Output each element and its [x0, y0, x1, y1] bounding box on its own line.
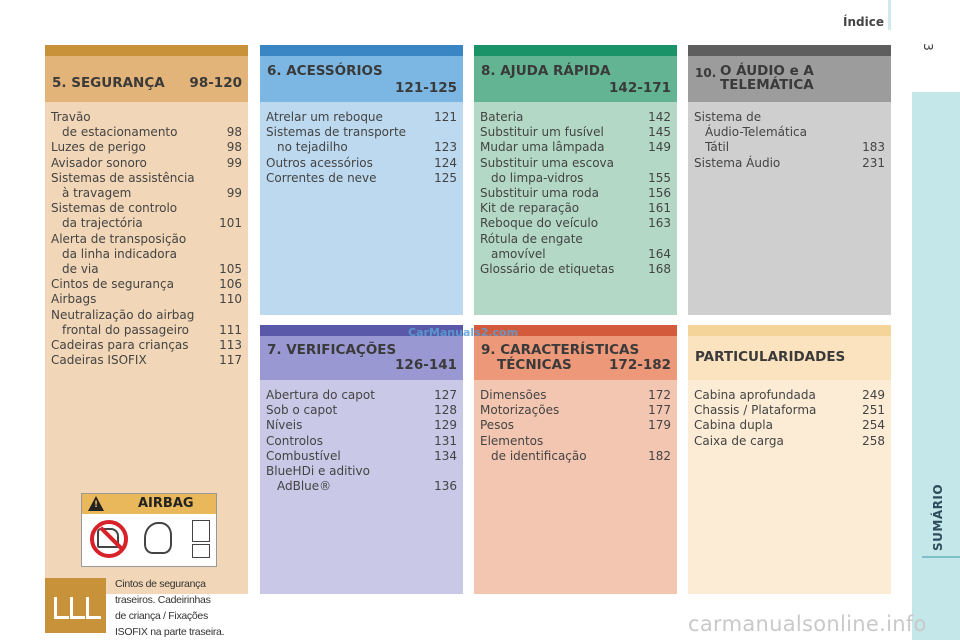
- entry-label: Controlos: [266, 433, 323, 448]
- section-body: [45, 102, 248, 638]
- section-page-range: 126-141: [395, 357, 457, 373]
- entry-page: 142: [648, 110, 671, 124]
- entry-label: Abertura do capot: [266, 388, 375, 402]
- section-particularidades[interactable]: [688, 325, 891, 594]
- section-number: 10.: [695, 66, 717, 80]
- entry-page: 134: [434, 448, 457, 463]
- section-header: [260, 56, 463, 102]
- index-entry[interactable]: [266, 110, 457, 125]
- seat-icon: [86, 597, 97, 619]
- watermark-footer: carmanualsonline.info: [688, 612, 927, 636]
- entry-label: da trajectória: [62, 216, 143, 231]
- section-header: [688, 336, 891, 380]
- index-entry[interactable]: [266, 449, 457, 464]
- entry-page: 113: [219, 338, 242, 353]
- entry-page: 258: [862, 433, 885, 448]
- index-entry[interactable]: [51, 323, 242, 338]
- entry-label: Mudar uma lâmpada: [480, 140, 605, 155]
- entry-label: Sistemas de assistência: [51, 170, 195, 185]
- section-strip: [45, 45, 248, 56]
- section-page-range: 98-120: [189, 75, 242, 91]
- index-entry[interactable]: [266, 171, 457, 186]
- section-body: [474, 102, 677, 315]
- index-entry[interactable]: [266, 464, 457, 479]
- entry-label: Áudio-Telemática: [705, 125, 807, 140]
- entry-label: Rótula de engate: [480, 231, 583, 246]
- entry-label: Cintos de segurança: [51, 277, 174, 292]
- entry-label: AdBlue®: [277, 479, 332, 494]
- section-acessorios[interactable]: [260, 45, 463, 315]
- section-header: [474, 336, 677, 380]
- entry-page: 129: [434, 418, 457, 433]
- side-tab-label: SUMÁRIO: [931, 483, 945, 551]
- entry-page: 128: [434, 403, 457, 418]
- entry-list: [266, 388, 457, 494]
- entry-page: 136: [434, 479, 457, 494]
- entry-list: [480, 388, 671, 464]
- airbag-deploy-icon: [144, 522, 172, 554]
- section-title: PARTICULARIDADES: [695, 349, 846, 365]
- entry-list: [480, 110, 671, 277]
- entry-page: 177: [648, 403, 671, 418]
- index-entry[interactable]: [480, 403, 671, 418]
- entry-page: 125: [434, 170, 457, 185]
- entry-label: Substituir uma escova: [480, 155, 615, 170]
- entry-page: 251: [862, 403, 885, 418]
- page-number: 3: [920, 43, 935, 51]
- section-header: [45, 56, 248, 102]
- index-entry[interactable]: [480, 434, 671, 449]
- entry-label: Chassis / Plataforma: [694, 403, 817, 418]
- index-entry[interactable]: [51, 292, 242, 307]
- index-entry[interactable]: [480, 449, 671, 464]
- entry-page: 121: [434, 110, 457, 124]
- index-entry[interactable]: [480, 156, 671, 171]
- index-entry[interactable]: [694, 110, 885, 125]
- index-entry[interactable]: [266, 156, 457, 171]
- entry-label: Cadeiras ISOFIX: [51, 353, 147, 368]
- index-entry[interactable]: [51, 140, 242, 155]
- manual-book-icon: [192, 520, 210, 542]
- entry-page: 98: [226, 125, 242, 140]
- exclamation-icon: !: [94, 500, 99, 510]
- index-entry[interactable]: [51, 232, 242, 247]
- entry-label: de via: [62, 262, 99, 277]
- entry-list: [51, 110, 242, 368]
- index-entry[interactable]: [266, 418, 457, 433]
- entry-page: 179: [648, 418, 671, 433]
- entry-page: 161: [648, 201, 671, 216]
- section-body: [474, 380, 677, 594]
- entry-page: 106: [219, 277, 242, 292]
- entry-label: Neutralização do airbag: [51, 307, 195, 322]
- index-entry[interactable]: [480, 388, 671, 403]
- entry-page: 172: [648, 388, 671, 402]
- entry-page: 99: [226, 186, 242, 201]
- entry-label: Motorizações: [480, 403, 560, 418]
- entry-label: Sob o capot: [266, 403, 338, 418]
- section-ajuda-rapida[interactable]: [474, 45, 677, 315]
- entry-page: 183: [862, 140, 885, 155]
- index-entry[interactable]: [694, 403, 885, 418]
- entry-label: Sistema Áudio: [694, 155, 781, 170]
- entry-label: Travão: [51, 110, 91, 124]
- entry-page: 249: [862, 388, 885, 402]
- index-entry[interactable]: [480, 110, 671, 125]
- entry-page: 127: [434, 388, 457, 402]
- entry-page: 101: [219, 216, 242, 231]
- entry-label: Glossário de etiquetas: [480, 262, 615, 277]
- entry-label: Cabina dupla: [694, 418, 773, 433]
- section-seguranca[interactable]: [45, 45, 248, 638]
- index-entry[interactable]: [266, 125, 457, 140]
- entry-page: 156: [648, 186, 671, 201]
- index-entry[interactable]: [51, 308, 242, 323]
- index-entry[interactable]: [480, 140, 671, 155]
- index-entry[interactable]: [51, 338, 242, 353]
- index-entry[interactable]: [480, 125, 671, 140]
- section-title: O ÁUDIO e A: [720, 63, 814, 79]
- section-verificacoes[interactable]: [260, 325, 463, 594]
- airbag-label-text: AIRBAG: [138, 496, 194, 511]
- entry-label: Luzes de perigo: [51, 140, 146, 155]
- index-entry[interactable]: [266, 434, 457, 449]
- entry-label: Substituir uma roda: [480, 186, 599, 201]
- entry-page: 254: [862, 418, 885, 433]
- entry-page: 99: [226, 155, 242, 170]
- airbag-warning-label: [81, 493, 217, 567]
- passenger-icon: [192, 544, 210, 558]
- entry-label: Substituir um fusível: [480, 125, 604, 140]
- section-body: [260, 380, 463, 594]
- entry-label: Kit de reparação: [480, 201, 580, 216]
- rear-seats-badge: [45, 578, 106, 633]
- entry-label: Correntes de neve: [266, 170, 377, 185]
- section-body: [260, 102, 463, 315]
- section-title-line2: TELEMÁTICA: [720, 77, 814, 93]
- section-audio-telematica[interactable]: [688, 45, 891, 315]
- entry-page: 110: [219, 292, 242, 307]
- entry-page: 105: [219, 262, 242, 277]
- section-title: 9. CARACTERÍSTICAS: [481, 342, 640, 358]
- index-entry[interactable]: [266, 479, 457, 494]
- entry-label: Airbags: [51, 292, 97, 307]
- index-entry[interactable]: [51, 277, 242, 292]
- index-entry[interactable]: [480, 186, 671, 201]
- index-entry[interactable]: [51, 171, 242, 186]
- section-strip: [688, 325, 891, 336]
- rear-seats-caption: [115, 576, 255, 640]
- entry-label: Dimensões: [480, 388, 547, 402]
- index-entry[interactable]: [51, 125, 242, 140]
- entry-list: [694, 110, 885, 171]
- index-entry[interactable]: [51, 156, 242, 171]
- entry-label: da linha indicadora: [62, 246, 177, 261]
- entry-page: 231: [862, 155, 885, 170]
- index-entry[interactable]: [694, 388, 885, 403]
- entry-label: de estacionamento: [62, 125, 178, 140]
- index-entry[interactable]: [480, 216, 671, 231]
- section-title: 5. SEGURANÇA: [52, 75, 165, 91]
- entry-label: Tátil: [705, 140, 730, 155]
- section-header: [474, 56, 677, 102]
- caption-line: de criança / Fixações: [115, 610, 208, 622]
- entry-page: 131: [434, 433, 457, 448]
- entry-page: 145: [648, 125, 671, 140]
- entry-page: 163: [648, 216, 671, 231]
- entry-label: do limpa-vidros: [491, 170, 584, 185]
- entry-label: Caixa de carga: [694, 433, 784, 448]
- entry-label: Bateria: [480, 110, 524, 124]
- entry-page: 164: [648, 246, 671, 261]
- section-body: [688, 102, 891, 315]
- index-entry[interactable]: [694, 434, 885, 449]
- index-entry[interactable]: [51, 262, 242, 277]
- index-entry[interactable]: [694, 140, 885, 155]
- entry-list: [694, 388, 885, 449]
- entry-label: Sistema de: [694, 110, 762, 124]
- section-strip: [474, 45, 677, 56]
- section-title: 8. AJUDA RÁPIDA: [481, 63, 611, 79]
- section-title: 7. VERIFICAÇÕES: [267, 342, 397, 358]
- entry-label: à travagem: [62, 186, 132, 201]
- index-entry[interactable]: [480, 418, 671, 433]
- seat-icon: [70, 597, 81, 619]
- section-strip: [688, 45, 891, 56]
- index-entry[interactable]: [480, 171, 671, 186]
- entry-label: Alerta de transposição: [51, 231, 187, 246]
- header-rule: [888, 0, 891, 30]
- caption-line: ISOFIX na parte traseira.: [115, 626, 225, 638]
- index-entry[interactable]: [480, 232, 671, 247]
- index-entry[interactable]: [51, 201, 242, 216]
- entry-label: Pesos: [480, 418, 515, 433]
- index-entry[interactable]: [266, 403, 457, 418]
- entry-list: [266, 110, 457, 186]
- index-entry[interactable]: [51, 186, 242, 201]
- section-title: 6. ACESSÓRIOS: [267, 63, 383, 79]
- index-entry[interactable]: [694, 125, 885, 140]
- entry-page: 149: [648, 140, 671, 155]
- entry-page: 111: [219, 322, 242, 337]
- section-page-range: 121-125: [395, 80, 457, 96]
- entry-label: Elementos: [480, 433, 544, 448]
- seat-icon: [54, 597, 65, 619]
- entry-page: 124: [434, 155, 457, 170]
- index-entry[interactable]: [480, 262, 671, 277]
- watermark-center: CarManuals2.com: [408, 326, 519, 339]
- page-title: Índice: [843, 15, 884, 29]
- section-caracteristicas-tecnicas[interactable]: [474, 325, 677, 594]
- caption-line: Cintos de segurança: [115, 578, 206, 590]
- index-entry[interactable]: [694, 156, 885, 171]
- section-title-line2: TÉCNICAS: [497, 357, 572, 373]
- index-entry[interactable]: [694, 418, 885, 433]
- index-entry[interactable]: [51, 216, 242, 231]
- section-page-range: 142-171: [609, 80, 671, 96]
- index-entry[interactable]: [480, 201, 671, 216]
- entry-label: Sistemas de controlo: [51, 201, 178, 216]
- entry-label: de identificação: [491, 448, 587, 463]
- entry-page: 182: [648, 448, 671, 463]
- entry-page: 98: [226, 140, 242, 155]
- entry-label: Níveis: [266, 418, 303, 433]
- section-strip: [260, 45, 463, 56]
- entry-page: 123: [434, 140, 457, 155]
- entry-label: Cabina aprofundada: [694, 388, 816, 402]
- entry-page: 117: [219, 353, 242, 368]
- section-header: [260, 336, 463, 380]
- entry-label: Reboque do veículo: [480, 216, 599, 231]
- section-body: [688, 380, 891, 594]
- entry-label: Avisador sonoro: [51, 155, 147, 170]
- entry-label: BlueHDi e aditivo: [266, 464, 370, 479]
- entry-page: 168: [648, 262, 671, 277]
- entry-label: Cadeiras para crianças: [51, 338, 189, 353]
- entry-label: Sistemas de transporte: [266, 125, 407, 140]
- caption-line: traseiros. Cadeirinhas: [115, 594, 211, 606]
- index-entry[interactable]: [480, 247, 671, 262]
- section-page-range: 172-182: [609, 357, 671, 373]
- side-tab-rule: [922, 556, 960, 558]
- entry-label: amovível: [491, 246, 546, 261]
- index-entry[interactable]: [51, 110, 242, 125]
- index-entry[interactable]: [266, 140, 457, 155]
- entry-label: Outros acessórios: [266, 155, 373, 170]
- index-entry[interactable]: [266, 388, 457, 403]
- entry-label: no tejadilho: [277, 140, 348, 155]
- section-header: [688, 56, 891, 102]
- entry-label: Atrelar um reboque: [266, 110, 383, 124]
- entry-label: frontal do passageiro: [62, 322, 189, 337]
- entry-label: Combustível: [266, 448, 341, 463]
- entry-page: 155: [648, 170, 671, 185]
- index-entry[interactable]: [51, 247, 242, 262]
- index-entry[interactable]: [51, 353, 242, 368]
